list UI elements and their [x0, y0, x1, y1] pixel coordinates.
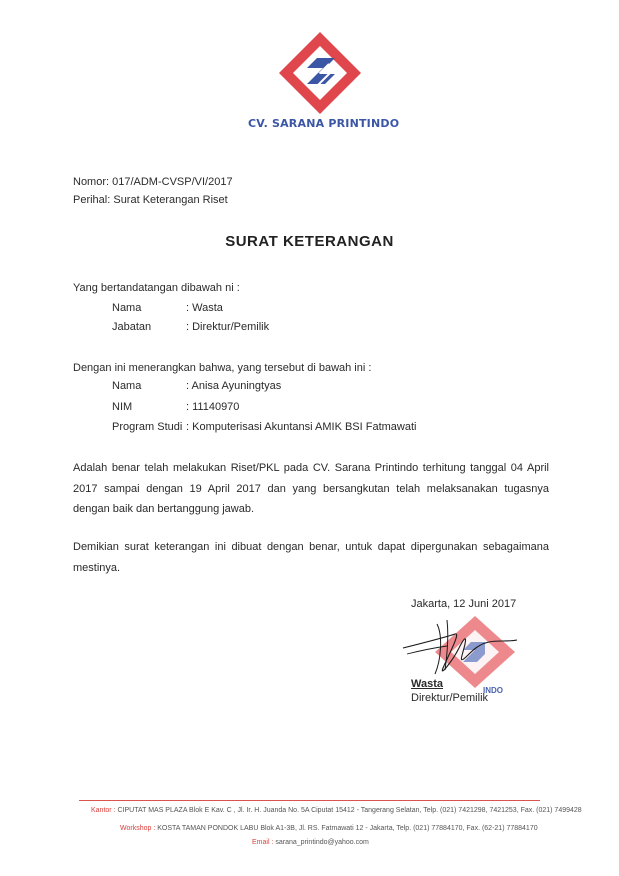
subject-name-value: : Anisa Ayuningtyas: [186, 380, 282, 392]
letter-title: SURAT KETERANGAN: [225, 233, 394, 250]
body-paragraph: Adalah benar telah melakukan Riset/PKL pada CV. Sarana Printindo terhitung tanggal 04 April 2017 sampai dengan 19 April 2017 dan yang bersangkutan telah melaksanakan tugasnya dengan baik dan bertanggung jawab.: [73, 462, 549, 515]
closing-paragraph: Demikian surat keterangan ini dibuat dengan benar, untuk dapat dipergunakan sebagaimana mestinya.: [73, 541, 549, 574]
footer-email-address: sarana_printindo@yahoo.com: [275, 839, 369, 846]
company-name: CV. SARANA PRINTINDO: [248, 117, 400, 130]
stamp-text: INDO: [483, 686, 503, 695]
signer-position-value: : Direktur/Pemilik: [186, 321, 270, 333]
subject-name-label: Nama: [112, 380, 142, 392]
signer-signature-name: Wasta: [411, 678, 443, 690]
signer-name-label: Nama: [112, 302, 142, 314]
footer-email: [252, 839, 369, 846]
signer-position-label: Jabatan: [112, 321, 152, 333]
footer-office-address: CIPUTAT MAS PLAZA Blok E Kav. C , Jl. Ir. H. Juanda No. 5A Ciputat 15412 - Tangerang Selatan, Telp. (021) 7421298, 7421253, Fax. (021) 7499428: [117, 807, 582, 814]
footer-workshop-address: KOSTA TAMAN PONDOK LABU Blok A1-3B, Jl. RS. Fatmawati 12 - Jakarta, Telp. (021) 77884170, Fax. (62-21) 77884170: [157, 825, 538, 832]
footer-workshop: [120, 825, 538, 832]
subject-nim-label: NIM: [112, 401, 133, 413]
subject-program-label: Program Studi: [112, 421, 183, 433]
subject-nim-value: : 11140970: [186, 401, 240, 413]
footer-email-label: Email :: [252, 839, 274, 846]
signer-signature-role: Direktur/Pemilik: [411, 692, 489, 704]
subject-program-value: : Komputerisasi Akuntansi AMIK BSI Fatmawati: [186, 421, 417, 433]
letter-number: Nomor: 017/ADM-CVSP/VI/2017: [73, 176, 233, 188]
footer-workshop-label: Workshop :: [120, 825, 156, 832]
signer-name-value: : Wasta: [186, 302, 223, 314]
statement-text: Dengan ini menerangkan bahwa, yang tersebut di bawah ini :: [73, 362, 372, 374]
letter-subject: Perihal: Surat Keterangan Riset: [73, 194, 228, 206]
signature-place-date: Jakarta, 12 Juni 2017: [411, 598, 517, 610]
footer-office-label: Kantor :: [91, 807, 116, 814]
intro-text: Yang bertandatangan dibawah ni :: [73, 282, 240, 294]
footer-divider: [79, 800, 540, 801]
footer-office: [91, 807, 582, 814]
company-logo-icon: [277, 30, 363, 118]
